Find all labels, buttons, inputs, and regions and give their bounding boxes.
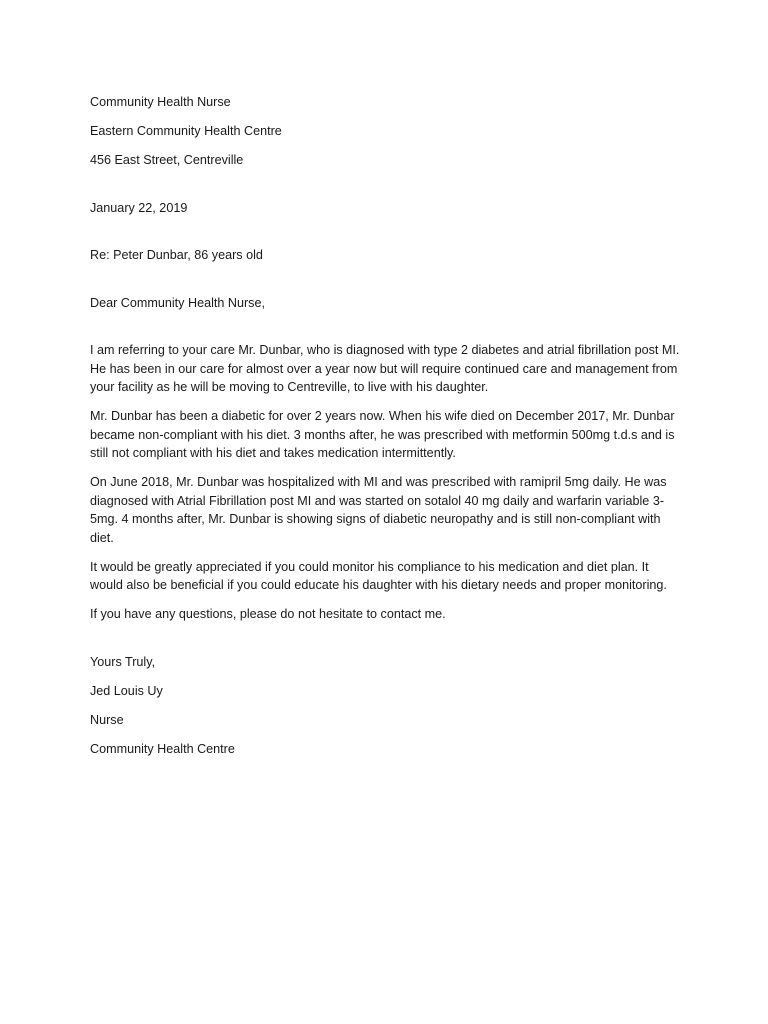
letter-salutation: Dear Community Health Nurse, xyxy=(90,295,265,310)
spacer xyxy=(90,323,680,342)
recipient-name: Community Health Nurse xyxy=(90,95,231,109)
spacer xyxy=(90,634,680,653)
signature-organization: Community Health Centre xyxy=(90,741,235,756)
recipient-organization: Eastern Community Health Centre xyxy=(90,124,282,138)
spacer xyxy=(90,180,680,199)
body-paragraph-4: It would be greatly appreciated if you could monitor his compliance to his medication and diet plan. It would also be beneficial if you could educate his daughter with his dietary needs and proper monitoring. xyxy=(90,559,667,592)
letter-body xyxy=(90,93,680,769)
spacer xyxy=(90,275,680,294)
body-paragraph-3: On June 2018, Mr. Dunbar was hospitalized with MI and was prescribed with ramipril 5mg daily. He was diagnosed with Atrial Fibrillation post MI and was started on sotalol 40 mg daily and warfarin variable 3-5mg. 4 months after, Mr. Dunbar is showing signs of diabetic neuropathy and is still non-compliant with diet. xyxy=(90,475,667,545)
body-paragraph-1: I am referring to your care Mr. Dunbar, who is diagnosed with type 2 diabetes and atrial fibrillation post MI. He has been in our care for almost over a year now but will require continued care and management from your facility as he will be moving to Centreville, to live with his daughter. xyxy=(90,343,680,394)
recipient-address: 456 East Street, Centreville xyxy=(90,153,244,167)
body-paragraph-2: Mr. Dunbar has been a diabetic for over 2 years now. When his wife died on December 2017, Mr. Dunbar became non-compliant with his diet. 3 months after, he was prescribed with metformin 500mg t.d.s and is still not compliant with his diet and takes medication intermittently. xyxy=(90,409,675,460)
signature-name: Jed Louis Uy xyxy=(90,683,163,698)
letter-closing: Yours Truly, xyxy=(90,654,156,669)
letter-date: January 22, 2019 xyxy=(90,200,188,215)
letter-subject: Re: Peter Dunbar, 86 years old xyxy=(90,248,263,262)
signature-title: Nurse xyxy=(90,712,124,727)
body-paragraph-5: If you have any questions, please do not hesitate to contact me. xyxy=(90,607,446,621)
spacer xyxy=(90,228,680,247)
